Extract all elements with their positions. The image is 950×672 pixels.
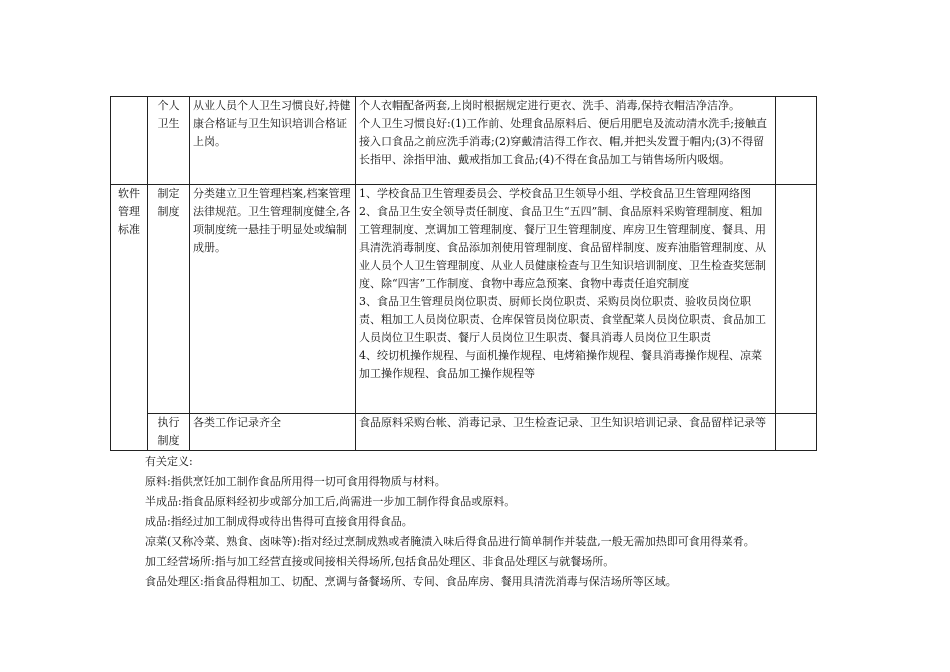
subcategory-cell: 执行 制度 (148, 414, 190, 451)
requirement-cell: 分类建立卫生管理档案,档案管理法律规范。卫生管理制度健全,各项制度统一悬挂于明显处或编制成册。 (190, 185, 356, 414)
subcategory-cell: 制定 制度 (148, 185, 190, 414)
blank-cell (776, 414, 817, 451)
table-row (111, 185, 817, 414)
definitions-section (145, 452, 825, 592)
detail-line: 个人衣帽配备两套,上岗时根据规定进行更衣、洗手、消毒,保持衣帽洁净洁净。 (359, 99, 740, 112)
detail-line: 个人卫生习惯良好:(1)工作前、处理食品原料后、便后用肥皂及流动清水洗手;接触直接入口食品之前应洗手消毒;(2)穿戴清洁得工作衣、帽,并把头发置于帽内;(3)不得留长指甲、涂指甲油、戴戒指加工食品;(4)不得在食品加工与销售场所内吸烟。 (359, 117, 767, 166)
blank-cell (776, 185, 817, 414)
definition-cold-dish: 凉菜(又称冷菜、熟食、卤味等):指对经过烹制成熟或者腌渍入味后得食品进行简单制作并装盘,一般无需加热即可食用得菜肴。 (145, 535, 755, 548)
detail-line: 1、学校食品卫生管理委员会、学校食品卫生领导小组、学校食品卫生管理网络图 (359, 187, 751, 200)
detail-line: 4、绞切机操作规程、与面机操作规程、电烤箱操作规程、餐具消毒操作规程、凉菜加工操作规程、食品加工操作规程等 (359, 349, 762, 380)
detail-cell (356, 185, 776, 414)
table-row (111, 414, 817, 451)
table-row (111, 97, 817, 185)
detail-line: 2、食品卫生安全领导责任制度、食品卫生“五四”制、食品原料采购管理制度、粗加工管理制度、烹调加工管理制度、餐厅卫生管理制度、库房卫生管理制度、餐具、用具清洗消毒制度、食品添加剂使用管理制度、食品留样制度、废弃油脂管理制度、从业人员个人卫生管理制度、从业人员健康检查与卫生知识培训制度、卫生检查奖惩制度、除“四害”工作制度、食物中毒应急预案、食物中毒责任追究制度 (359, 205, 766, 290)
detail-line: 食品原料采购台帐、消毒记录、卫生检查记录、卫生知识培训记录、食品留样记录等 (359, 416, 766, 429)
requirement-cell: 从业人员个人卫生习惯良好,持健康合格证与卫生知识培训合格证上岗。 (190, 97, 356, 185)
definitions-heading: 有关定义: (145, 455, 193, 468)
detail-cell (356, 97, 776, 185)
detail-cell (356, 414, 776, 451)
definition-food-handling-area: 食品处理区:指食品得粗加工、切配、烹调与备餐场所、专间、食品库房、餐用具清洗消毒与保洁场所等区域。 (145, 575, 677, 588)
definition-raw-material: 原料:指供烹饪加工制作食品所用得一切可食用得物质与材料。 (145, 475, 446, 488)
hygiene-standards-table (110, 96, 817, 451)
requirement-cell: 各类工作记录齐全 (190, 414, 356, 451)
category-cell (111, 97, 148, 185)
definition-semi-finished: 半成品:指食品原料经初步或部分加工后,尚需进一步加工制作得食品或原料。 (145, 495, 516, 508)
definition-finished-product: 成品:指经过加工制成得或待出售得可直接食用得食品。 (145, 515, 413, 528)
subcategory-cell: 个人 卫生 (148, 97, 190, 185)
definition-processing-site: 加工经营场所:指与加工经营直接或间接相关得场所,包括食品处理区、非食品处理区与就餐场所。 (145, 555, 615, 568)
blank-cell (776, 97, 817, 185)
category-cell: 软件 管理 标准 (111, 185, 148, 451)
detail-line: 3、食品卫生管理员岗位职责、厨师长岗位职责、采购员岗位职责、验收员岗位职责、粗加工人员岗位职责、仓库保管员岗位职责、食堂配菜人员岗位职责、食品加工人员岗位卫生职责、餐厅人员岗位卫生职责、餐具消毒人员岗位卫生职责 (359, 295, 766, 344)
